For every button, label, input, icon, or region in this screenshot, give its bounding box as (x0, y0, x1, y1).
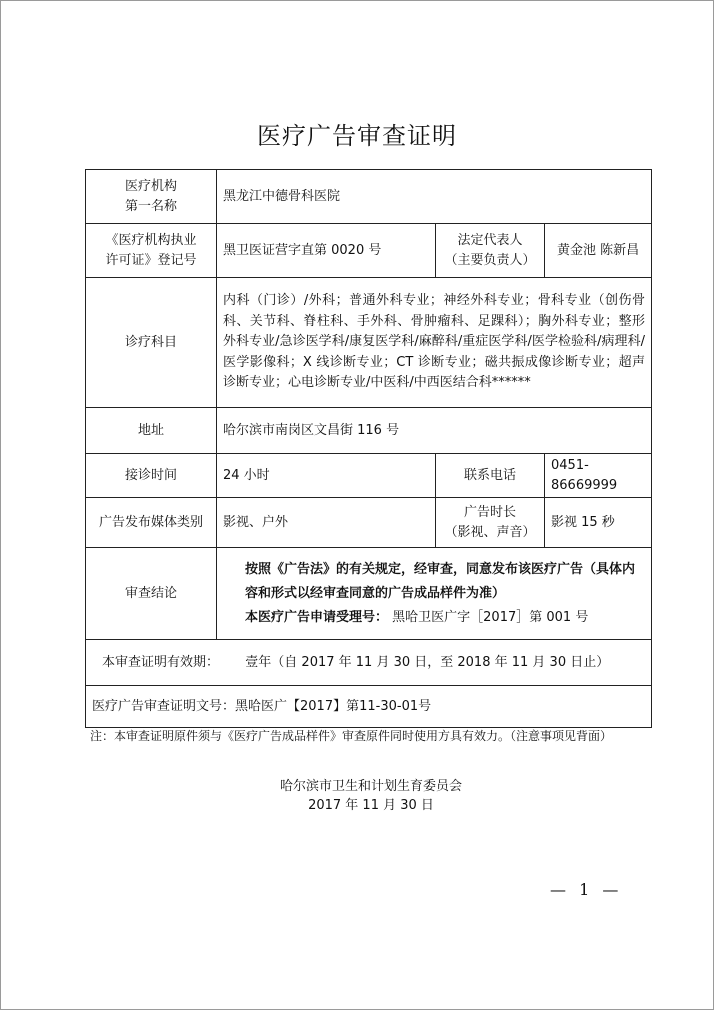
media-label: 广告发布媒体类别 (86, 498, 217, 548)
row-license (86, 224, 652, 278)
phone-label: 联系电话 (436, 454, 545, 498)
row-scope (86, 278, 652, 408)
scope-label: 诊疗科目 (86, 278, 217, 408)
cert-no-cell (86, 686, 652, 728)
scope-value: 内科（门诊）/外科；普通外科专业；神经外科专业；骨科专业（创伤骨科、关节科、脊柱科、手外科、骨肿瘤科、足踝科）；胸外科专业；整形外科专业/急诊医学科/康复医学科/麻醉科/重症医学科/医学检验科/病理科/医学影像科；X 线诊断专业；CT 诊断专业；磁共振成像诊断专业；超声诊断专业；心电诊断专业/中医科/中西医结合科****** (217, 278, 652, 408)
validity-value: 壹年（自 2017 年 11 月 30 日，至 2018 年 11 月 30 日止） (245, 654, 610, 670)
duration-value: 影视 15 秒 (545, 498, 652, 548)
page-title: 医疗广告审查证明 (257, 122, 457, 150)
footnote: 注：本审查证明原件须与《医疗广告成品样件》审查原件同时使用方具有效力。（注意事项见背面） (90, 729, 613, 743)
address-label: 地址 (86, 408, 217, 454)
org-name-value: 黑龙江中德骨科医院 (217, 170, 652, 224)
hours-label: 接诊时间 (86, 454, 217, 498)
issuer-block (0, 777, 714, 815)
issuer-name: 哈尔滨市卫生和计划生育委员会 (279, 779, 462, 794)
certificate-table (85, 169, 652, 728)
duration-label: 广告时长 （影视、声音） (436, 498, 545, 548)
conclusion-text: 按照《广告法》的有关规定，经审查，同意发布该医疗广告（具体内容和形式以经审查同意的广告成品样件为准） (245, 561, 636, 601)
license-label: 《医疗机构执业 许可证》登记号 (86, 224, 217, 278)
rep-value: 黄金池 陈新昌 (545, 224, 652, 278)
row-media (86, 498, 652, 548)
row-validity (86, 640, 652, 686)
cert-no-label: 医疗广告审查证明文号： (92, 698, 236, 714)
row-cert-no (86, 686, 652, 728)
conclusion-label: 审查结论 (86, 548, 217, 640)
org-name-label: 医疗机构 第一名称 (86, 170, 217, 224)
media-value: 影视、户外 (217, 498, 436, 548)
acceptance-label: 本医疗广告申请受理号： (245, 609, 389, 625)
issue-date: 2017 年 11 月 30 日 (308, 798, 434, 813)
row-conclusion (86, 548, 652, 640)
address-value: 哈尔滨市南岗区文昌街 116 号 (217, 408, 652, 454)
row-hours (86, 454, 652, 498)
acceptance-value: 黑哈卫医广字［2017］第 001 号 (392, 609, 589, 625)
acceptance-line (225, 606, 643, 630)
license-value: 黑卫医证营字直第 0020 号 (217, 224, 436, 278)
page-number: — 1 — (550, 880, 623, 899)
row-org-name (86, 170, 652, 224)
hours-value: 24 小时 (217, 454, 436, 498)
phone-value: 0451-86669999 (545, 454, 652, 498)
validity-cell (86, 640, 652, 686)
validity-label: 本审查证明有效期： (102, 654, 220, 670)
row-address (86, 408, 652, 454)
conclusion-cell (217, 548, 652, 640)
rep-label: 法定代表人 （主要负责人） (436, 224, 545, 278)
cert-no-value: 黑哈医广【2017】第11-30-01号 (235, 698, 432, 714)
